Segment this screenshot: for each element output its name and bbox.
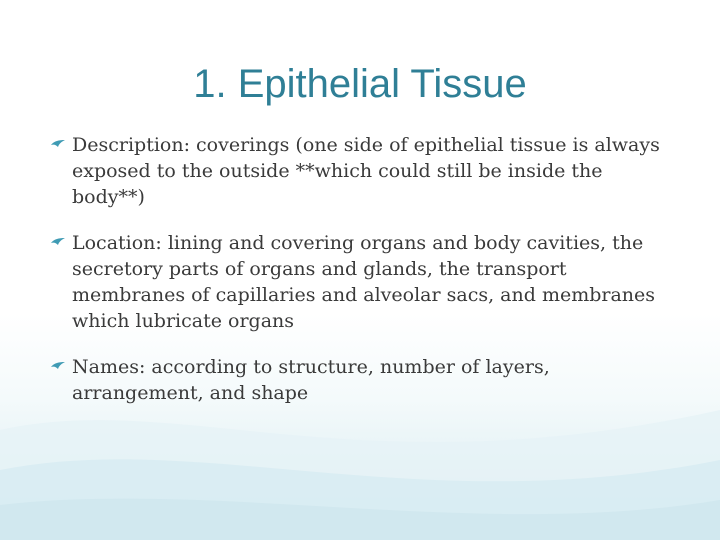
bullet-names-text: Names: according to structure, number of layers, arrangement, and shape (72, 356, 550, 404)
arrow-bullet-icon (50, 361, 66, 373)
bullet-location-text: Location: lining and covering organs and body cavities, the secretory parts of organs and glands, the transport membranes of capillaries and alveolar sacs, and membranes which lubricate organs (72, 232, 656, 332)
bullet-location (50, 230, 670, 334)
arrow-bullet-icon (50, 139, 66, 151)
bullet-description-text: Description: coverings (one side of epithelial tissue is always exposed to the outside **which could still be inside the body**) (72, 134, 660, 208)
bullet-description (50, 132, 670, 210)
bullet-list (50, 132, 670, 426)
slide-title: 1. Epithelial Tissue (193, 62, 527, 106)
bullet-names (50, 354, 670, 406)
arrow-bullet-icon (50, 237, 66, 249)
